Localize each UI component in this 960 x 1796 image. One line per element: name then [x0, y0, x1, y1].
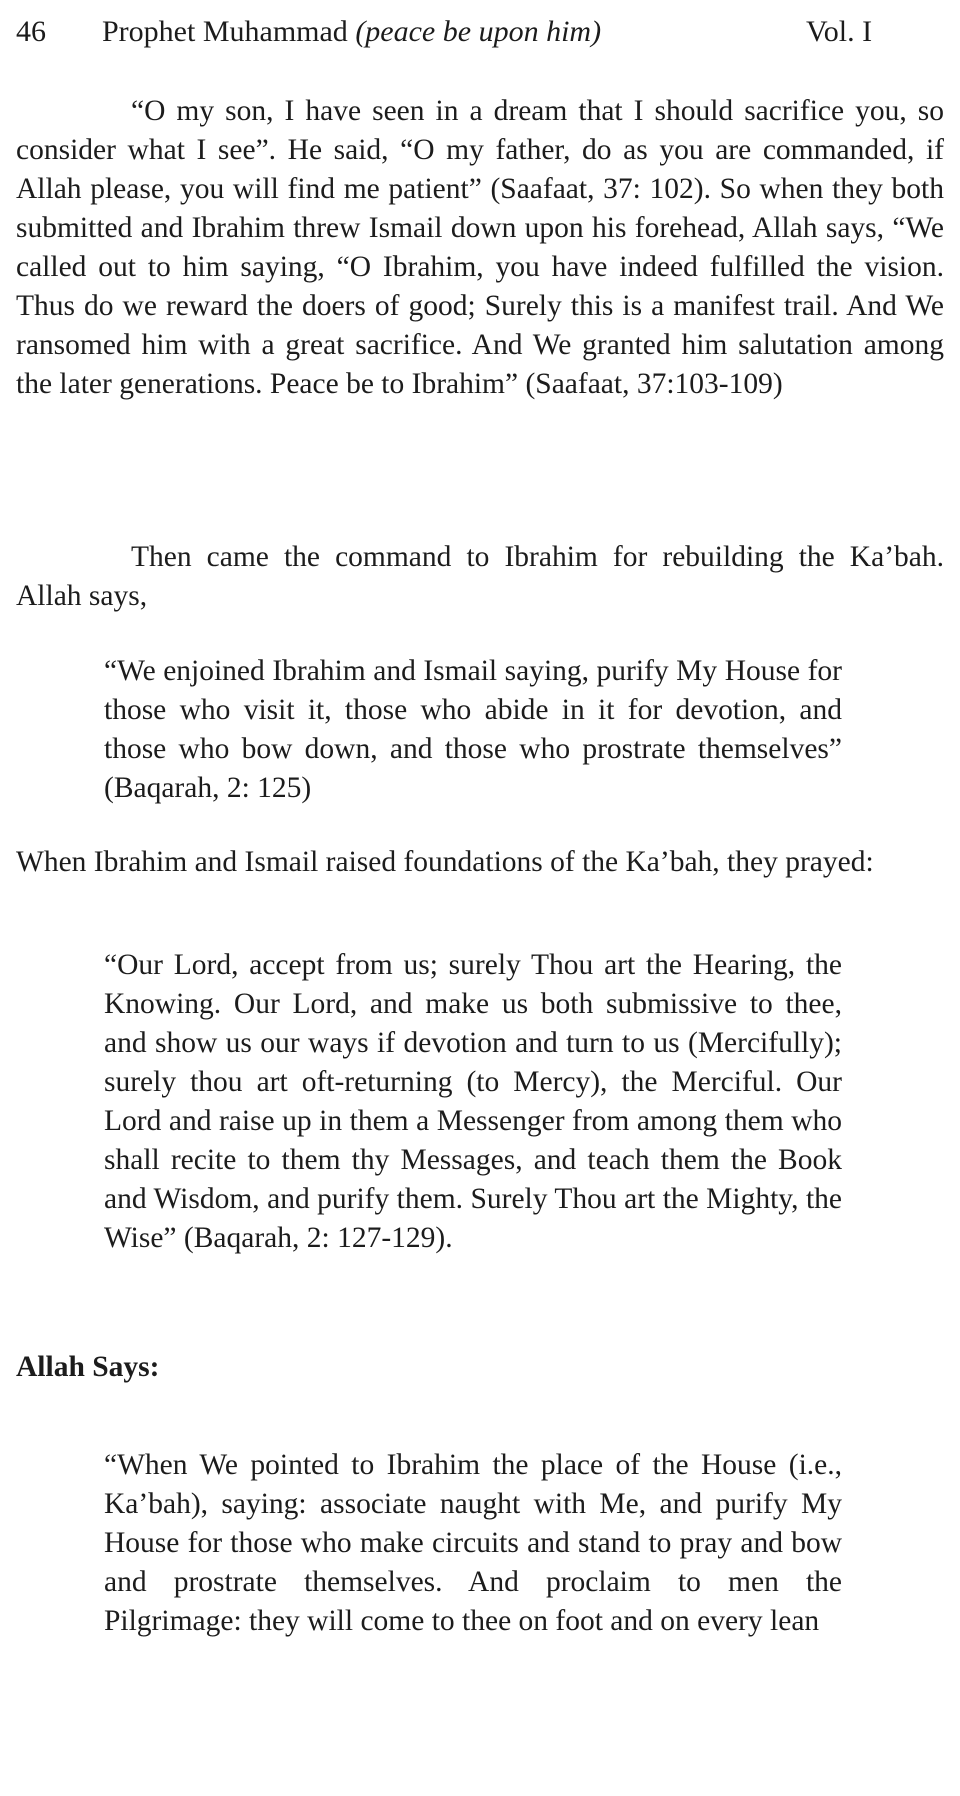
volume-label: Vol. I	[806, 15, 873, 48]
paragraph-sacrifice: “O my son, I have seen in a dream that I should sacrifice you, so consider what I see”. He said, “O my father, do as you are commanded, if Allah please, you will find me patient” (Saafaat, 37: 102). So when they both submitted and Ibrahim threw Ismail down upon his forehead, Allah says, “We called out to him saying, “O Ibrahim, you have indeed fulfilled the vision. Thus do we reward the doers of good; Surely this is a manifest trail. And We ransomed him with a great sacrifice. And We granted him salutation among the later generations. Peace be to Ibrahim” (Saafaat, 37:103-109)	[16, 95, 944, 400]
book-page	[16, 0, 944, 1796]
block-quote-prayer: “Our Lord, accept from us; surely Thou art the Hearing, the Knowing. Our Lord, and make us both submissive to thee, and show us our ways if devotion and turn to us (Mercifully); surely thou art oft-returning (to Mercy), the Merciful. Our Lord and raise up in them a Messenger from among them who shall recite to them thy Messages, and teach them the Book and Wisdom, and purify them. Surely Thou art the Mighty, the Wise” (Baqarah, 2: 127-129).	[104, 949, 842, 1254]
block-quote-purify: “We enjoined Ibrahim and Ismail saying, purify My House for those who visit it, those who abide in it for devotion, and those who bow down, and those who prostrate themselves” (Baqarah, 2: 125)	[104, 655, 842, 804]
page-number: 46	[16, 15, 46, 48]
section-subheading: Allah Says:	[16, 1351, 160, 1383]
block-quote-house: “When We pointed to Ibrahim the place of the House (i.e., Ka’bah), saying: associate naught with Me, and purify My House for those who make circuits and stand to pray and bow and prostrate themselves. And proclaim to men the Pilgrimage: they will come to thee on foot and on every lean	[104, 1449, 842, 1637]
paragraph-foundations: When Ibrahim and Ismail raised foundations of the Ka’bah, they prayed:	[16, 846, 874, 878]
running-header	[16, 10, 944, 54]
book-title-name: Prophet Muhammad	[102, 15, 348, 48]
paragraph-rebuilding: Then came the command to Ibrahim for rebuilding the Ka’bah. Allah says,	[16, 541, 944, 612]
book-title	[102, 10, 601, 54]
book-title-honorific: (peace be upon him)	[355, 15, 602, 48]
